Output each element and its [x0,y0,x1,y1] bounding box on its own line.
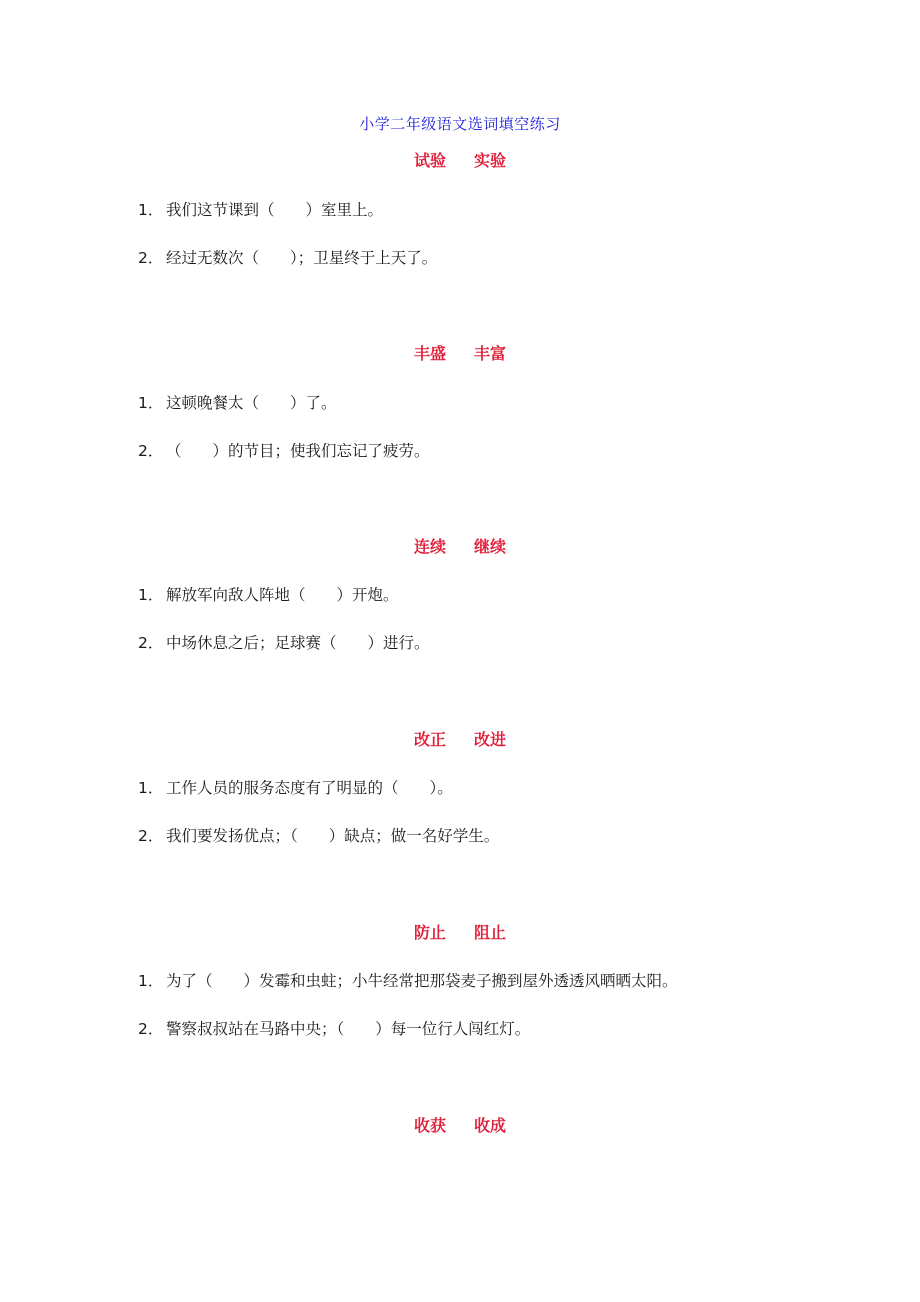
word-pair [0,922,920,944]
word-pair [0,536,920,558]
word-pair [0,150,920,172]
question-text: 我们要发扬优点；（ ）缺点；做一名好学生。 [166,827,500,845]
question-number: 2． [138,827,164,845]
question-number: 1． [138,201,164,219]
document-title: 小学二年级语文选词填空练习 [359,115,561,133]
word-option: 收成 [474,1116,507,1135]
question-1 [138,199,383,221]
question-number: 1． [138,394,164,412]
question-text: 经过无数次（ ）；卫星终于上天了。 [166,249,438,267]
word-option: 阻止 [474,923,507,942]
question-text: 解放军向敌人阵地（ ）开炮。 [166,586,399,604]
question-1 [138,777,453,799]
question-text: 我们这节课到（ ）室里上。 [166,201,384,219]
question-number: 1． [138,972,164,990]
question-number: 1． [138,586,164,604]
question-1 [138,584,399,606]
question-2 [138,632,430,654]
word-option: 防止 [413,923,446,942]
question-number: 2． [138,442,164,460]
question-number: 2． [138,249,164,267]
question-text: （ ）的节目；使我们忘记了疲劳。 [166,442,430,460]
word-option: 收获 [413,1116,446,1135]
question-1 [138,392,337,414]
question-text: 中场休息之后；足球赛（ ）进行。 [166,634,430,652]
question-text: 工作人员的服务态度有了明显的（ ）。 [166,779,453,797]
word-pair [0,1115,920,1137]
question-2 [138,247,437,269]
question-2 [138,1018,530,1040]
question-2 [138,825,499,847]
word-pair [0,729,920,751]
question-text: 这顿晚餐太（ ）了。 [166,394,337,412]
question-1 [138,970,678,992]
word-option: 改正 [413,730,446,749]
word-option: 继续 [474,537,507,556]
question-2 [138,440,430,462]
word-option: 试验 [413,151,446,170]
word-option: 实验 [474,151,507,170]
question-number: 2． [138,634,164,652]
word-option: 丰盛 [413,344,446,363]
word-pair [0,343,920,365]
question-text: 为了（ ）发霉和虫蛀；小牛经常把那袋麦子搬到屋外透透风晒晒太阳。 [166,972,678,990]
question-text: 警察叔叔站在马路中央；（ ）每一位行人闯红灯。 [166,1020,531,1038]
word-option: 连续 [413,537,446,556]
question-number: 1． [138,779,164,797]
question-number: 2． [138,1020,164,1038]
word-option: 丰富 [474,344,507,363]
word-option: 改进 [474,730,507,749]
